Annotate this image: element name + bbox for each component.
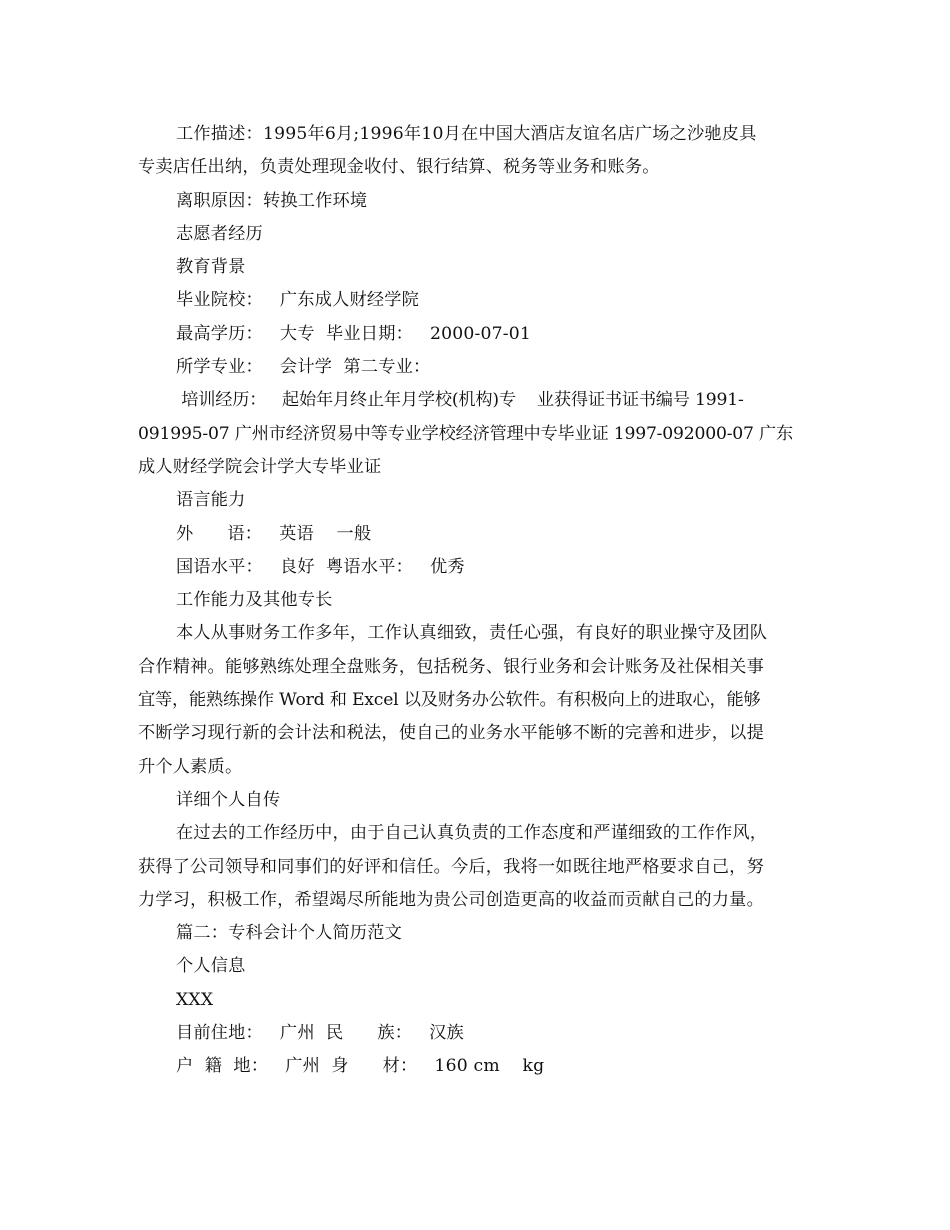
residence-ethnicity: 目前住地： 广州 民 族： 汉族 bbox=[176, 1023, 464, 1044]
training-line-3: 成人财经学院会计学大专毕业证 bbox=[138, 456, 382, 477]
autobiography-line-1: 在过去的工作经历中，由于自己认真负责的工作态度和严谨细致的工作作风， bbox=[176, 823, 768, 844]
autobiography-line-3: 力学习，积极工作，希望竭尽所能地为贵公司创造更高的收益而贡献自己的力量。 bbox=[138, 889, 764, 910]
major: 所学专业： 会计学 第二专业： bbox=[176, 357, 431, 378]
skills-heading: 工作能力及其他专长 bbox=[176, 590, 333, 611]
hukou-height: 户 籍 地： 广州 身 材： 160 cm kg bbox=[176, 1056, 545, 1077]
section-two-title: 篇二：专科会计个人简历范文 bbox=[176, 923, 403, 944]
work-description-line-2: 专卖店任出纳，负责处理现金收付、银行结算、税务等业务和账务。 bbox=[138, 157, 660, 178]
skills-para-line-2: 合作精神。能够熟练处理全盘账务，包括税务、银行业务和会计账务及社保相关事 bbox=[138, 656, 764, 677]
document-page bbox=[138, 118, 816, 1084]
volunteer-heading: 志愿者经历 bbox=[176, 223, 263, 244]
personal-info-heading: 个人信息 bbox=[176, 956, 246, 977]
leave-reason: 离职原因：转换工作环境 bbox=[176, 190, 368, 211]
graduate-school: 毕业院校： 广东成人财经学院 bbox=[176, 290, 420, 311]
training-line-2: 091995-07 广州市经济贸易中等专业学校经济管理中专毕业证 1997-092000-07 广东 bbox=[138, 423, 794, 444]
foreign-language: 外 语： 英语 一般 bbox=[176, 523, 372, 544]
skills-para-line-5: 升个人素质。 bbox=[138, 756, 243, 777]
mandarin-cantonese-level: 国语水平： 良好 粤语水平： 优秀 bbox=[176, 556, 465, 577]
autobiography-line-2: 获得了公司领导和同事们的好评和信任。今后，我将一如既往地严格要求自己，努 bbox=[138, 856, 764, 877]
work-description-line-1: 工作描述：1995年6月;1996年10月在中国大酒店友谊名店广场之沙驰皮具 bbox=[176, 124, 757, 144]
name-placeholder: XXX bbox=[176, 989, 214, 1010]
skills-para-line-3: 宜等，能熟练操作 Word 和 Excel 以及财务办公软件。有积极向上的进取心，能够 bbox=[138, 690, 761, 711]
skills-para-line-1: 本人从事财务工作多年，工作认真细致，责任心强，有良好的职业操守及团队 bbox=[176, 623, 768, 644]
autobiography-heading: 详细个人自传 bbox=[176, 789, 281, 810]
skills-para-line-4: 不断学习现行新的会计法和税法，使自己的业务水平能够不断的完善和进步，以提 bbox=[138, 723, 764, 744]
education-heading: 教育背景 bbox=[176, 257, 246, 278]
language-heading: 语言能力 bbox=[176, 490, 246, 511]
training-line-1: 培训经历： 起始年月终止年月学校(机构)专 业获得证书证书编号 1991- bbox=[176, 390, 744, 411]
highest-degree: 最高学历： 大专 毕业日期： 2000-07-01 bbox=[176, 323, 532, 344]
